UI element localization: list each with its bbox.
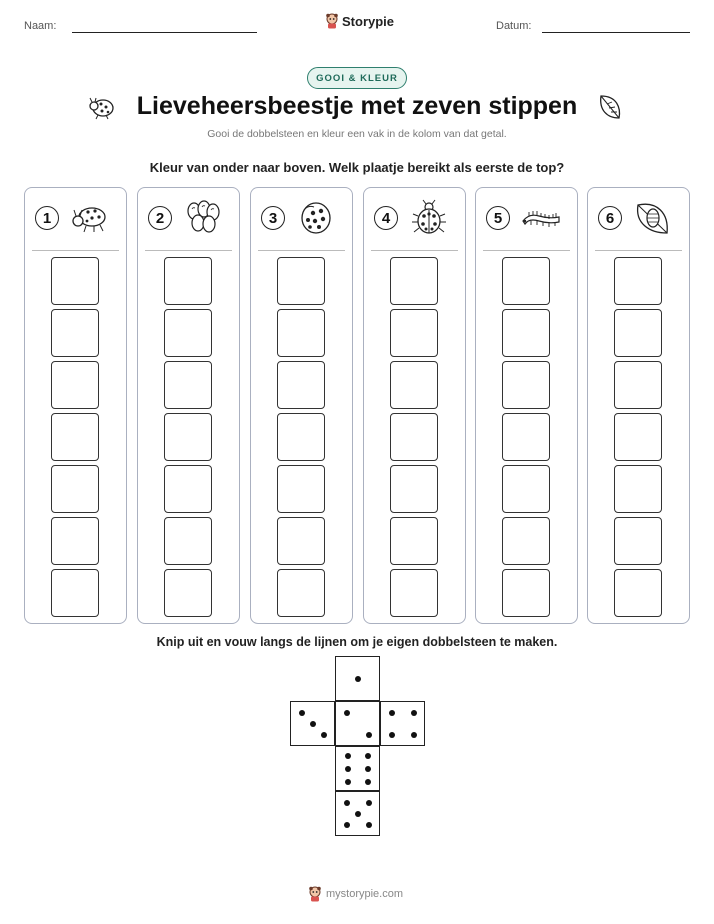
color-box[interactable] xyxy=(164,413,212,461)
color-box[interactable] xyxy=(502,413,550,461)
leaf-icon xyxy=(597,92,623,122)
page-subtitle: Gooi de dobbelsteen en kleur een vak in de kolom van dat getal. xyxy=(207,128,507,140)
pip xyxy=(355,676,361,682)
color-box[interactable] xyxy=(502,465,550,513)
name-line[interactable] xyxy=(72,32,257,33)
color-box[interactable] xyxy=(51,309,99,357)
pip xyxy=(345,779,351,785)
color-box[interactable] xyxy=(51,257,99,305)
color-box[interactable] xyxy=(390,309,438,357)
color-box[interactable] xyxy=(51,569,99,617)
pip xyxy=(366,822,372,828)
column-divider xyxy=(145,250,232,251)
column-divider xyxy=(483,250,570,251)
pip xyxy=(321,732,327,738)
color-box[interactable] xyxy=(614,465,662,513)
pip xyxy=(344,800,350,806)
color-box[interactable] xyxy=(277,413,325,461)
dice-face-3 xyxy=(290,701,335,746)
activity-badge: GOOI & KLEUR xyxy=(307,67,407,89)
pip xyxy=(355,811,361,817)
ladybug-shell-icon xyxy=(296,199,336,237)
ladybug-larva-icon xyxy=(70,199,110,237)
pip xyxy=(299,710,305,716)
color-box[interactable] xyxy=(51,517,99,565)
column-divider xyxy=(595,250,682,251)
dice-face-6 xyxy=(335,746,380,791)
dice-face-5 xyxy=(335,791,380,836)
color-box[interactable] xyxy=(390,569,438,617)
ladybug-icon xyxy=(409,199,449,237)
color-box[interactable] xyxy=(502,361,550,409)
pip xyxy=(389,732,395,738)
column-2 xyxy=(137,187,240,624)
color-box[interactable] xyxy=(614,517,662,565)
color-box[interactable] xyxy=(614,361,662,409)
color-box[interactable] xyxy=(502,257,550,305)
color-box[interactable] xyxy=(277,309,325,357)
column-header xyxy=(364,198,465,246)
column-number: 3 xyxy=(261,206,285,230)
color-box[interactable] xyxy=(277,569,325,617)
column-header xyxy=(138,198,239,246)
column-header xyxy=(476,198,577,246)
pip xyxy=(389,710,395,716)
color-box[interactable] xyxy=(277,361,325,409)
pip xyxy=(365,766,371,772)
date-line[interactable] xyxy=(542,32,690,33)
pip xyxy=(345,753,351,759)
color-box[interactable] xyxy=(277,465,325,513)
color-box[interactable] xyxy=(51,413,99,461)
color-box[interactable] xyxy=(51,361,99,409)
pip xyxy=(411,710,417,716)
column-divider xyxy=(32,250,119,251)
color-box[interactable] xyxy=(390,413,438,461)
column-number: 6 xyxy=(598,206,622,230)
color-box[interactable] xyxy=(390,517,438,565)
pip xyxy=(344,822,350,828)
storypie-mascot-icon xyxy=(308,886,322,902)
pip xyxy=(365,779,371,785)
eggs-icon xyxy=(183,199,223,237)
storypie-mascot-icon xyxy=(325,13,339,29)
dice-instruction: Knip uit en vouw langs de lijnen om je eigen dobbelsteen te maken. xyxy=(156,635,558,649)
brand-logo xyxy=(325,13,394,29)
color-box[interactable] xyxy=(502,569,550,617)
column-divider xyxy=(371,250,458,251)
name-label: Naam: xyxy=(24,20,57,32)
color-box[interactable] xyxy=(614,569,662,617)
color-box[interactable] xyxy=(277,517,325,565)
color-box[interactable] xyxy=(390,465,438,513)
column-header xyxy=(588,198,689,246)
column-number: 2 xyxy=(148,206,172,230)
color-box[interactable] xyxy=(164,257,212,305)
column-header xyxy=(25,198,126,246)
pip xyxy=(344,710,350,716)
color-box[interactable] xyxy=(164,361,212,409)
footer-url[interactable]: mystorypie.com xyxy=(326,888,404,900)
color-box[interactable] xyxy=(164,309,212,357)
pip xyxy=(366,800,372,806)
column-4 xyxy=(363,187,466,624)
pip xyxy=(345,766,351,772)
color-box[interactable] xyxy=(614,413,662,461)
color-box[interactable] xyxy=(164,517,212,565)
footer xyxy=(308,886,403,902)
color-box[interactable] xyxy=(390,257,438,305)
pip xyxy=(310,721,316,727)
color-box[interactable] xyxy=(502,309,550,357)
caterpillar-icon xyxy=(521,199,561,237)
column-number: 1 xyxy=(35,206,59,230)
column-1 xyxy=(24,187,127,624)
pip xyxy=(366,732,372,738)
column-6 xyxy=(587,187,690,624)
column-header xyxy=(251,198,352,246)
column-divider xyxy=(258,250,345,251)
color-box[interactable] xyxy=(614,257,662,305)
dice-face-4 xyxy=(380,701,425,746)
column-3 xyxy=(250,187,353,624)
column-5 xyxy=(475,187,578,624)
leaf-pupa-icon xyxy=(633,199,673,237)
color-box[interactable] xyxy=(277,257,325,305)
color-box[interactable] xyxy=(164,465,212,513)
color-box[interactable] xyxy=(164,569,212,617)
dice-face-1 xyxy=(335,656,380,701)
dice-face-2 xyxy=(335,701,380,746)
color-box[interactable] xyxy=(502,517,550,565)
color-box[interactable] xyxy=(614,309,662,357)
column-number: 5 xyxy=(486,206,510,230)
color-box[interactable] xyxy=(390,361,438,409)
page-title: Lieveheersbeestje met zeven stippen xyxy=(136,92,578,120)
pip xyxy=(411,732,417,738)
coloring-instruction: Kleur van onder naar boven. Welk plaatje bereikt als eerste de top? xyxy=(149,160,565,175)
color-box[interactable] xyxy=(51,465,99,513)
brand-name: Storypie xyxy=(342,13,395,29)
pip xyxy=(365,753,371,759)
date-label: Datum: xyxy=(496,20,532,32)
column-number: 4 xyxy=(374,206,398,230)
